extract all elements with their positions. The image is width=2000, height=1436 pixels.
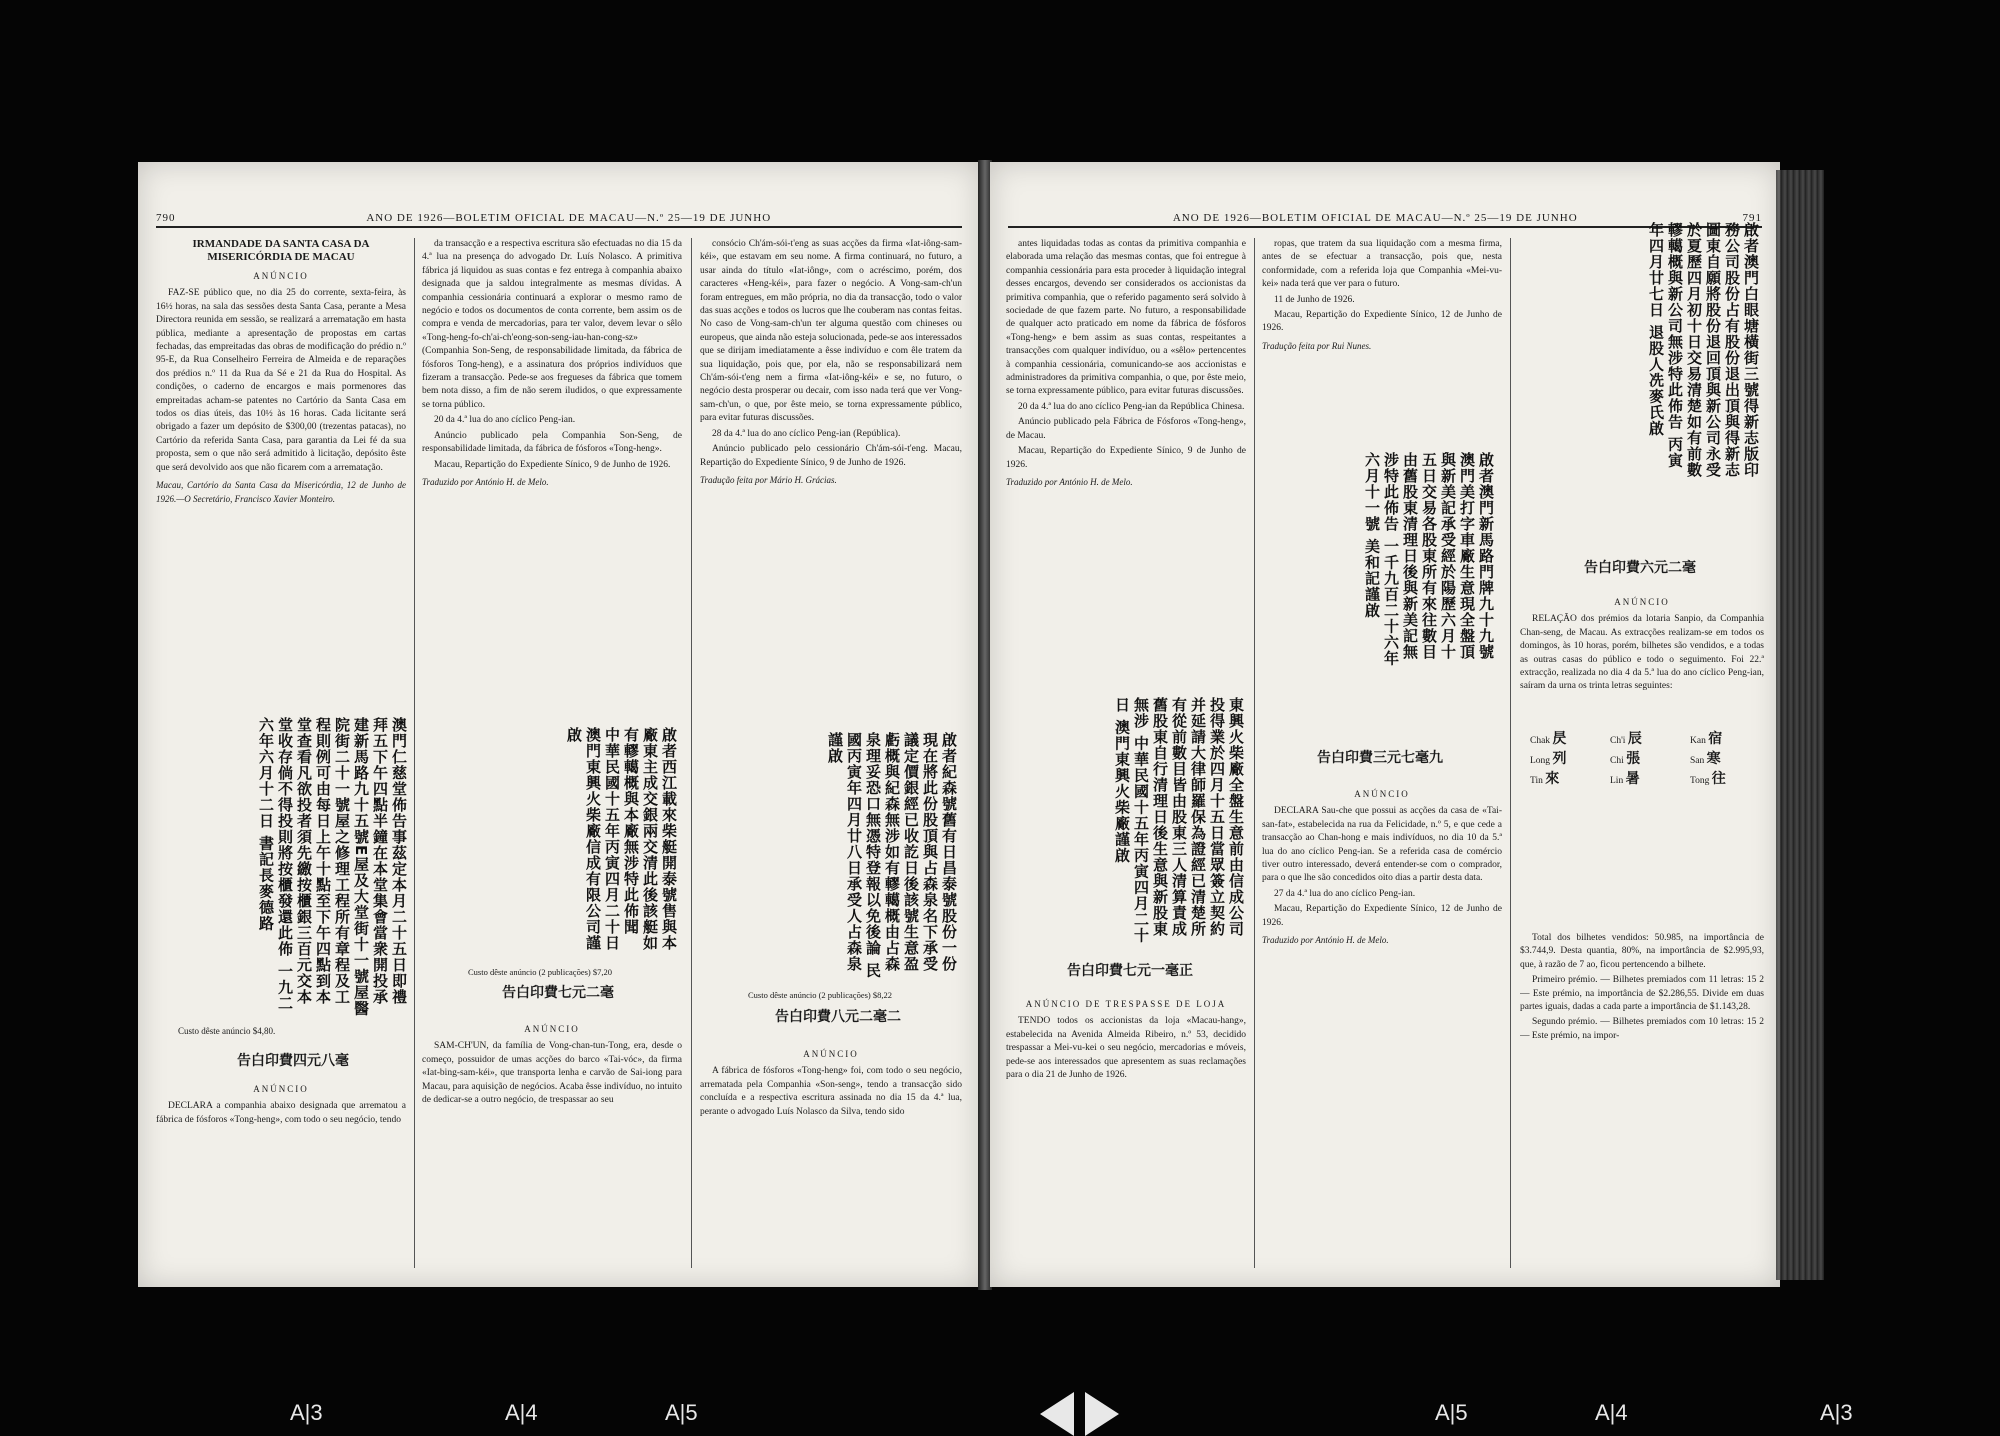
chinese-cost-caption: 告白印費七元二毫 [502, 985, 614, 1001]
chinese-notice-tung-hing-factory: 東興火柴廠全盤生意前由信成公司投得業於四月十五日當眾簽立契約并延請大律師羅保為證經已清楚所有從前數目皆由股東三人清算責成舊股東自行清理日後生意與新股東無涉 中華民國十五年丙寅四月二十日 澳門東興火柴廠謹啟 [1113, 697, 1245, 944]
lottery-row [1610, 752, 1680, 768]
notice-place: Macau, Repartição do Expediente Sínico, 9 de Junho de 1926. [1006, 446, 1246, 470]
notice-body: A fábrica de fósforos «Tong-heng» foi, com todo o seu negócio, arrematada pela Companhia «Son-seng», tendo a transacção sido concluída e a respectiva escritura assinada no dia 15 da 4.ª lua, perante o advogado Luís Nolasco da Silva, tendo sido [700, 1066, 962, 1117]
left-column-1-bottom [156, 1077, 406, 1227]
left-column-3 [700, 238, 962, 718]
anuncio-label: ANÚNCIO [253, 1084, 309, 1094]
lottery-letter-romanized: Tin [1530, 776, 1546, 786]
cost-line: Custo dêste anúncio (2 publicações) $7,20 [468, 967, 612, 977]
right-column-3 [1520, 590, 1764, 720]
right-column-1-bottom [1006, 992, 1246, 1232]
film-mark: A|4 [1595, 1400, 1628, 1425]
header-title: ANO DE 1926—BOLETIM OFICIAL DE MACAU—N.º 25—19 DE JUNHO [1172, 212, 1578, 224]
chinese-cost-caption: 告白印費六元二毫 [1584, 560, 1696, 576]
lottery-letter-romanized: Tong [1690, 776, 1712, 786]
notice-body: ropas, que tratem da sua liquidação com a mesma firma, antes de se efectuar a transacção, pois que, nesta conformidade, com a referida loja que Companhia «Mei-vu-kei» nada terá que ver para o futuro. [1262, 239, 1502, 290]
notice-body: DECLARA Sau-che que possui as acções da casa de «Tai-san-fat», estabelecida na rua da Felicidade, n.º 5, e que cede a transacção ao Chan-hong e mais indivíduos, no dia 10 da 5.ª lua do ano cíclico Peng-ian. Se a referida casa de comércio tiver outro interessado, deverá entender-se com o comprador, para o que lhe são concedidos oito dias a partir desta data. [1262, 806, 1502, 884]
page-number: 791 [1742, 212, 1762, 224]
left-page-header [156, 212, 962, 228]
left-column-3-bottom [700, 1042, 962, 1232]
lottery-letter-chinese: 昃 [1552, 731, 1567, 747]
arrow-right-icon [1085, 1392, 1119, 1436]
lottery-row [1530, 772, 1600, 788]
translator-line: Tradução feita por Mário H. Grácias. [700, 474, 837, 485]
first-prize: Primeiro prémio. — Bilhetes premiados com 11 letras: 15 2 — Este prémio, na importância de $2.286,55. Divide em duas partes iguais, dadas a cada parte a importância de $1.143,28. [1520, 975, 1764, 1013]
lottery-letter-romanized: Kan [1690, 736, 1709, 746]
notice-body: consócio Ch'ám-sói-t'eng as suas acções da firma «Iat-iông-sam-kéi», que estavam em seu nome. A firma continuará, no futuro, a usar ainda do título «Iat-iông», com o acréscimo, porém, dos caracteres «Heng-kéi», para fazer o negócio. A Vong-sam-ch'un foram entregues, em mão própria, no dia da transacção, todo o valor das suas acções e todos os lucros que lhe couberam nas contas feitas. No caso de Vong-sam-ch'un ter alguma questão com chineses ou europeus, que ainda não esteja solucionada, pede-se aos interessados que se dirijam imediatamente a êsse indivíduo e com êle tratem da sua liquidação, pois que, por ela, não se responsabilizará nem Ch'ám-sói-t'eng nem a firma «Iat-iông-kéi» e se, no futuro, o negócio desta prosperar ou decair, com isso nada terá que ver Vong-sam-ch'un, o que, por êste meio, se torna expressamente público, para evitar futuras discussões. [700, 239, 962, 424]
chinese-cost-caption: 告白印費七元一毫正 [1067, 963, 1193, 979]
notice-publisher: Anúncio publicado pela Fábrica de Fósforos «Tong-heng», de Macau. [1006, 417, 1246, 441]
lottery-intro: RELAÇÃO dos prémios da lotaria Sanpio, da Companhia Chan-seng, de Macau. As extracções realizam-se em todos os domingos, às 10 horas, porém, bilhetes são vendidos, e a todas as outras casas do público e todo o seguimento. Foi 22.ª extracção, realizada no dia 4 da 5.ª lua do ano cíclico Peng-ian, saíram da urna os trinta letras seguintes: [1520, 614, 1764, 692]
notice-date: 27 da 4.ª lua do ano cíclico Peng-ian. [1274, 888, 1416, 899]
cost-line: Custo dêste anúncio $4,80. [178, 1026, 276, 1036]
notice-body: SAM-CH'UN, da família de Vong-chan-tun-Tong, era, desde o começo, possuidor de umas acções do barco «Tai-vóc», da firma «Iat-bing-sam-kéi», que transporta lenha e carvão de Sai-iong para Macau, para aquisição de negócios. Acaba êsse indivíduo, no intuito de dedicar-se a outro negócio, de trespassar ao seu [422, 1041, 682, 1106]
translator-line: Traduzido por António H. de Melo. [422, 476, 549, 487]
translator-line: Traduzido por António H. de Melo. [1262, 935, 1389, 946]
right-column-3-bottom [1520, 932, 1764, 1232]
film-mark: A|3 [290, 1400, 323, 1425]
notice-date: 11 de Junho de 1926. [1274, 294, 1355, 305]
lottery-row [1610, 732, 1680, 748]
chinese-cost-caption: 告白印費四元八毫 [237, 1053, 349, 1069]
page-stack-edge [1776, 170, 1824, 1280]
lottery-total: Total dos bilhetes vendidos: 50.985, na importância de $3.744,9. Desta quantia, 80%, na importância de $2.995,93, que, à razão de 7 ao, ficou pertencendo a bilhete. [1520, 933, 1764, 970]
notice-date: 20 da 4.ª lua do ano cíclico Peng-ian. [434, 415, 576, 426]
notice-signature: Macau, Cartório da Santa Casa da Misericórdia, 12 de Junho de 1926.—O Secretário, Francisco Xavier Monteiro. [156, 480, 406, 504]
notice-place: Macau, Repartição do Expediente Sínico, 9 de Junho de 1926. [434, 459, 671, 470]
lottery-row [1690, 772, 1760, 788]
notice-body: DECLARA a companhia abaixo designada que arrematou a fábrica de fósforos «Tong-heng», com todo o seu negócio, tendo [156, 1101, 406, 1125]
notice-heading: IRMANDADE DA SANTA CASA DA MISERICÓRDIA DE MACAU [192, 238, 370, 263]
chinese-cost-caption: 告白印費三元七毫九 [1317, 750, 1443, 766]
film-mark: A|4 [505, 1400, 538, 1425]
translator-line: Tradução feita por Rui Nunes. [1262, 340, 1372, 351]
anuncio-label: ANÚNCIO DE TRESPASSE DE LOJA [1025, 999, 1227, 1009]
lottery-row [1530, 732, 1600, 748]
column-divider [414, 238, 415, 1268]
film-mark: A|5 [665, 1400, 698, 1425]
notice-date: 28 da 4.ª lua do ano cíclico Peng-ian (República). [712, 428, 901, 439]
anuncio-label: ANÚNCIO [803, 1049, 859, 1059]
lottery-letter-chinese: 往 [1711, 771, 1726, 787]
lottery-letter-romanized: Long [1530, 756, 1553, 766]
lottery-letter-chinese: 辰 [1627, 731, 1642, 747]
chinese-notice-tak-sun: 啟者澳門白眼塘橫街三號得新志版印務公司股份占有股份退出頂與得新志圖東自願將股份退回頂與新公司永受於夏歷四月初十日交易清楚如有前數轇轕概與新公司無涉特此佈告 丙寅年四月廿七日 退股人冼麥氏啟 [1647, 222, 1760, 478]
anuncio-label: ANÚNCIO [524, 1024, 580, 1034]
lottery-row [1530, 752, 1600, 768]
notice-body: FAZ-SE público que, no dia 25 do corrente, sexta-feira, às 16½ horas, na sala das sessões desta Santa Casa, perante a Mesa Directora reunida em sessão, se realizará a arrematação em hasta pública, mediante a apresentação de propostas em cartas fechadas, das empreitadas das obras de modificação do prédio n.º 95-E, da Rua Conselheiro Ferreira de Almeida e de reparações dos prédios n.º 11 da Rua da Sé e 21 da Rua do Hospital. As condições, o caderno de encargos e mais pormenores das empreitadas acham-se patentes no Cartório da Santa Casa em todos os dias úteis, das 10½ às 16 horas. Cada licitante será obrigado a fazer um depósito de $300,00 (trezentas patacas), no Cartório da referida Santa Casa, para garantia da Lei fé da sua proposta, sem o que não será admitido à licitação, depósito êste que será devolvido aos que não ficarem com a arrematação. [156, 288, 406, 473]
column-divider [691, 238, 692, 1268]
notice-body: da transacção e a respectiva escritura são efectuadas no dia 15 da 4.ª lua na presença do advogado Dr. Luís Nolasco. A primitiva fábrica já liquidou as suas contas e fez entrega à companhia abaixo designada que ja saldou integralmente as mesmas dívidas. A companhia cessionária continuará a explorar o mesmo ramo de negócio e todos os documentos de conta corrente, bem assim os de compra e venda de mercadorias, para ter valor, devem levar o sêlo «Tong-heng-fo-ch'ai-ch'eong-son-seng-iau-han-cong-sz» (Companhia Son-Seng, de responsabilidade limitada, da fábrica de fósforos Tong-heng), e a assinatura dos próprios indivíduos que fizeram a transacção. Pede-se aos fregueses da fábrica que tomem bem nota disso, a fim de não serem iludidos, o que expressamente se torna público. [422, 239, 682, 410]
notice-body: antes liquidadas todas as contas da primitiva companhia e elaborada uma relação das mesmas contas, que foi entregue à companhia cessionária para esta proceder à liquidação integral desses encargos, devendo ser considerados os accionistas da primitiva companhia, que o referido pagamento será solvido à sociedade de que fazem parte. No futuro, a responsabilidade de qualquer acto praticado em nome da fábrica de fósforos «Tong-heng» e bem assim as suas contas, respeitantes a transacções com qualquer indivíduo, ou a «sêlo» pertencentes à companhia cessionária, comunicando-se aos accionistas e administradores da primitiva companhia, o que, por êste meio, se torna expressamente público, para evitar futuras discussões. [1006, 239, 1246, 397]
lottery-letter-chinese: 張 [1626, 751, 1641, 767]
chinese-cost-caption: 告白印費八元二毫二 [775, 1009, 901, 1025]
notice-body: TENDO todos os accionistas da loja «Macau-hang», estabelecida na Avenida Almeida Ribeiro, n.º 53, decidido trespassar a Mei-vu-kei o seu negócio, mercadorias e móveis, pede-se aos interessados que apresentem as suas reclamações para o dia 21 de Junho de 1926. [1006, 1016, 1246, 1081]
left-column-2 [422, 238, 682, 708]
lottery-row [1690, 732, 1760, 748]
right-column-1 [1006, 238, 1246, 678]
left-column-2-bottom [422, 1017, 682, 1227]
film-mark: A|5 [1435, 1400, 1468, 1425]
notice-place: Macau, Repartição do Expediente Sínico, 12 de Junho de 1926. [1262, 904, 1502, 928]
arrow-left-icon [1040, 1392, 1074, 1436]
chinese-notice-mei-wo: 啟者澳門新馬路門牌九十九號澳門美打字車廠生意現全盤頂與新美記承受經於陽歷六月十五日交易各股東所有來往數目由舊股東清理日後與新美記無涉特此佈告 一千九百二十六年六月十一號 美和記謹啟 [1363, 452, 1495, 667]
left-page [138, 162, 980, 1287]
right-page [990, 162, 1780, 1287]
lottery-letter-chinese: 來 [1545, 771, 1560, 787]
notice-date: 20 da 4.ª lua do ano cíclico Peng-ian da República Chinesa. [1018, 401, 1245, 412]
notice-place: Macau, Repartição do Expediente Sínico, 12 de Junho de 1926. [1262, 310, 1502, 334]
cost-line: Custo dêste anúncio (2 publicações) $8,22 [748, 990, 892, 1000]
chinese-notice-tung-hing: 啟者西江載來柴艇開泰號售與本廠東主成交銀兩交清此後該艇如有轇轕概與本廠無涉特此佈聞 中華民國十五年丙寅四月二十日 澳門東興火柴廠信成有限公司謹啟 [565, 727, 678, 951]
page-number: 790 [156, 212, 176, 224]
second-prize: Segundo prémio. — Bilhetes premiados com 10 letras: 15 2 — Este prémio, na impor- [1520, 1017, 1764, 1041]
header-title: ANO DE 1926—BOLETIM OFICIAL DE MACAU—N.º 25—19 DE JUNHO [366, 212, 772, 224]
lottery-letter-chinese: 寒 [1706, 751, 1721, 767]
column-divider [1254, 238, 1255, 1268]
film-mark: A|3 [1820, 1400, 1853, 1425]
translator-line: Traduzido por António H. de Melo. [1006, 476, 1133, 487]
lottery-row [1690, 752, 1760, 768]
column-divider [1510, 238, 1511, 1268]
lottery-letter-romanized: Lin [1610, 776, 1626, 786]
notice-publisher: Anúncio publicado pela Companhia Son-Seng, de responsabilidade limitada, da fábrica de fósforos «Tong-heng». [422, 430, 682, 455]
chinese-notice-santa-casa: 澳門仁慈堂佈告事茲定本月二十五日即禮拜五下午四點半鐘在本堂集會當衆開投承建新馬路九十五號E屋及大堂街十一號屋醫院街二十一號屋之修理工程所有章程及工程則例可由每日上午十點至下午四點到本堂查看凡欲投者須先繳按櫃銀三百元交本堂收存倘不得投則將按櫃發還此佈 一九二六年六月十二日 書記長麥德路 [257, 717, 408, 1017]
lottery-letter-romanized: Chak [1530, 736, 1553, 746]
lottery-row [1610, 772, 1680, 788]
anuncio-label: ANÚNCIO [1354, 789, 1410, 799]
lottery-letter-romanized: Chi [1610, 756, 1627, 766]
lottery-letter-romanized: Ch'i [1610, 736, 1628, 746]
chinese-notice-kei-sam: 啟者紀森號舊有日昌泰號股份一份現在將此份股頂與占森泉名下承受議定價銀經已收訖日後該號生意盈虧概與紀森無涉如有轇轕概由占森泉理妥恐口無憑特登報以免後論 民國丙寅年四月廿八日承受人占森泉謹啟 [826, 732, 958, 979]
lottery-letter-chinese: 宿 [1708, 731, 1723, 747]
anuncio-label: ANÚNCIO [1614, 597, 1670, 607]
notice-publisher: Anúncio publicado pelo cessionário Ch'ám-sói-t'eng. Macau, Repartição do Expediente Sínico, 9 de Junho de 1926. [700, 444, 962, 468]
lottery-letter-romanized: San [1690, 756, 1707, 766]
lottery-letter-chinese: 列 [1552, 751, 1567, 767]
lottery-results-table [1530, 732, 1760, 922]
anuncio-label: ANÚNCIO [253, 271, 309, 281]
right-column-2-bottom [1262, 782, 1502, 1232]
lottery-letter-chinese: 暑 [1625, 771, 1640, 787]
